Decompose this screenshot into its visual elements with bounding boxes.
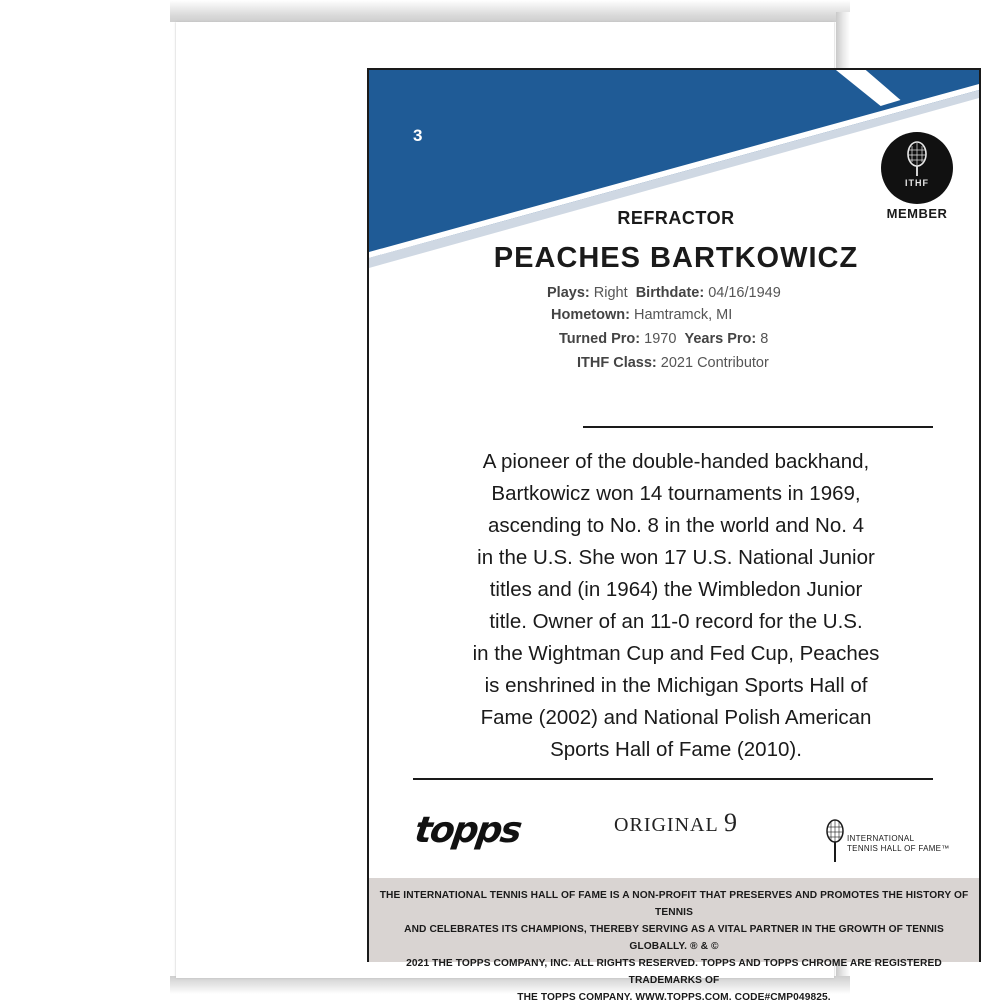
hometown-value: Hamtramck, MI: [633, 307, 733, 323]
bio-line: A pioneer of the double-handed backhand,: [482, 450, 870, 473]
card-back-frame: [367, 68, 981, 1003]
birthdate-label: Birthdate:: [635, 285, 705, 301]
bio-line: Fame (2002) and National Polish American: [480, 706, 872, 729]
legal-line: THE INTERNATIONAL TENNIS HALL OF FAME IS A NON-PROFIT THAT PRESERVES AND PROMOTES THE HISTORY OF TENNIS: [379, 890, 969, 918]
card-number: 3: [413, 126, 423, 145]
birthdate-value: 04/16/1949: [708, 285, 781, 301]
topps-logo: topps: [412, 810, 523, 851]
stat-line-class: [577, 355, 769, 371]
bio-line: in the U.S. She won 17 U.S. National Junior: [477, 546, 875, 569]
tennis-racket-icon: [881, 132, 953, 204]
stat-line-plays: [547, 285, 781, 301]
subset-label: REFRACTOR: [617, 208, 735, 228]
legal-line: AND CELEBRATES ITS CHAMPIONS, THEREBY SERVING AS A VITAL PARTNER IN THE GROWTH OF TENNIS GLOBALLY. ® & ©: [404, 924, 944, 952]
class-value: 2021 Contributor: [660, 355, 769, 371]
scan-shadow-top: [170, 0, 850, 22]
ithf-line-1: INTERNATIONAL: [847, 834, 915, 843]
bio-line: in the Wightman Cup and Fed Cup, Peaches: [472, 642, 880, 665]
years-pro-label: Years Pro:: [684, 331, 757, 347]
class-label: ITHF Class:: [577, 355, 657, 371]
plays-label: Plays:: [547, 285, 590, 301]
plays-value: Right: [593, 285, 628, 301]
original-number: 9: [723, 808, 738, 837]
bio-line: title. Owner of an 11-0 record for the U.S.: [489, 610, 863, 633]
stat-line-pro: [559, 331, 768, 347]
legal-line: THE TOPPS COMPANY. WWW.TOPPS.COM. CODE#CMP049825.: [517, 992, 831, 1003]
ithf-wordmark: [847, 834, 950, 854]
trading-card: [176, 22, 969, 1003]
bio-line: Sports Hall of Fame (2010).: [550, 738, 802, 761]
ithf-line-2: TENNIS HALL OF FAME™: [847, 844, 950, 853]
player-name: PEACHES BARTKOWICZ: [493, 242, 859, 274]
bio-line: ascending to No. 8 in the world and No. 4: [487, 514, 865, 537]
badge-label: ITHF: [905, 178, 929, 188]
stat-line-hometown: [551, 307, 732, 323]
player-biography: [399, 446, 953, 766]
member-label: MEMBER: [886, 206, 948, 221]
bio-top-rule: [583, 426, 933, 428]
years-pro-value: 8: [760, 331, 769, 347]
turned-pro-value: 1970: [644, 331, 677, 347]
original-text: ORIGINAL: [614, 814, 718, 836]
ithf-member-badge: [881, 132, 953, 204]
hometown-label: Hometown:: [551, 307, 630, 323]
bio-line: titles and (in 1964) the Wimbledon Junior: [489, 578, 863, 601]
bio-line: Bartkowicz won 14 tournaments in 1969,: [491, 482, 861, 505]
legal-line: 2021 THE TOPPS COMPANY, INC. ALL RIGHTS RESERVED. TOPPS AND TOPPS CHROME ARE REGISTERED TRADEMARKS OF: [406, 958, 942, 986]
legal-text-panel: [369, 878, 979, 1003]
turned-pro-label: Turned Pro:: [559, 331, 641, 347]
original-9-logo: [549, 808, 803, 838]
bio-line: is enshrined in the Michigan Sports Hall of: [484, 674, 868, 697]
bio-bottom-rule: [413, 778, 933, 780]
